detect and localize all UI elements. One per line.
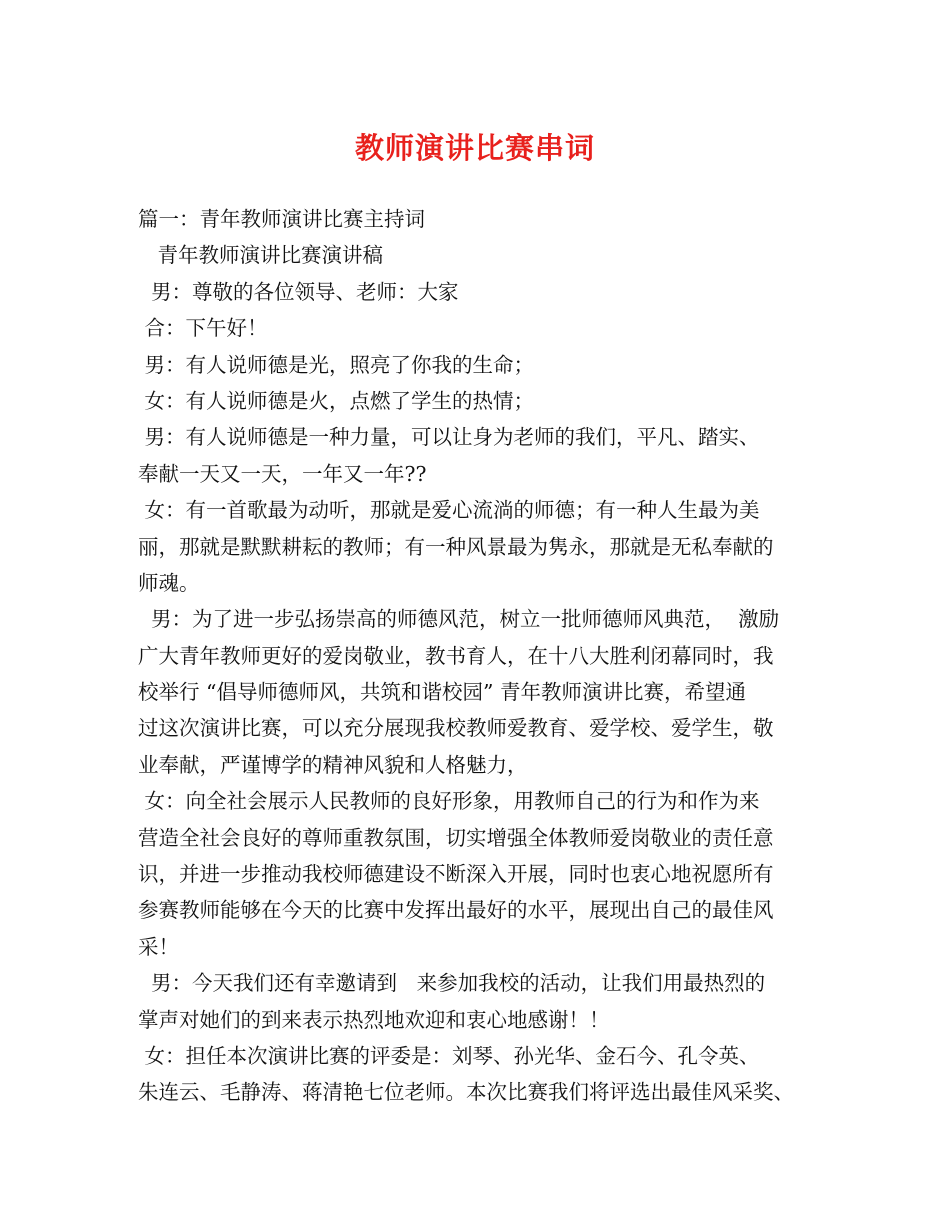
body-line: 采！ [138, 934, 179, 959]
body-line: 业奉献，严谨博学的精神风貌和人格魅力， [138, 752, 528, 777]
body-line: 女：有一首歌最为动听，那就是爱心流淌的师德；有一种人生最为美 [138, 498, 760, 523]
body-line: 朱连云、毛静涛、蒋清艳七位老师。本次比赛我们将评选出最佳风采奖、 [138, 1080, 794, 1105]
body-line: 参赛教师能够在今天的比赛中发挥出最好的水平，展现出自己的最佳风 [138, 898, 774, 923]
body-line: 识，并进一步推动我校师德建设不断深入开展，同时也衷心地祝愿所有 [138, 862, 774, 887]
body-line: 丽，那就是默默耕耘的教师；有一种风景最为隽永，那就是无私奉献的 [138, 534, 774, 559]
body-line: 营造全社会良好的尊师重教氛围，切实增强全体教师爱岗敬业的责任意 [138, 825, 774, 850]
body-line: 女：向全社会展示人民教师的良好形象，用教师自己的行为和作为来 [138, 789, 760, 814]
body-line: 合：下午好！ [138, 316, 268, 341]
body-line: 女：担任本次演讲比赛的评委是：刘琴、孙光华、金石今、孔令英、 [138, 1043, 760, 1068]
body-line: 校举行 “倡导师德师风，共筑和谐校园” 青年教师演讲比赛，希望通 [138, 680, 746, 705]
body-line: 男：尊敬的各位领导、老师：大家 [138, 279, 459, 304]
body-line: 男：今天我们还有幸邀请到 来参加我校的活动，让我们用最热烈的 [138, 971, 766, 996]
body-line: 师魂。 [138, 570, 200, 595]
body-line: 男：有人说师德是一种力量，可以让身为老师的我们，平凡、踏实、 [138, 425, 760, 450]
body-line: 掌声对她们的到来表示热烈地欢迎和衷心地感谢！！ [138, 1007, 610, 1032]
body-line: 青年教师演讲比赛演讲稿 [138, 243, 384, 268]
body-line: 过这次演讲比赛，可以充分展现我校教师爱教育、爱学校、爱学生，敬 [138, 716, 774, 741]
document-title: 教师演讲比赛串词 [354, 131, 595, 165]
body-line: 男：为了进一步弘扬崇高的师德风范，树立一批师德师风典范， 激励 [138, 607, 780, 632]
body-line: 奉献一天又一天，一年又一年?? [138, 461, 427, 486]
body-line: 男：有人说师德是光，照亮了你我的生命； [138, 352, 535, 377]
body-line: 女：有人说师德是火，点燃了学生的热情； [138, 388, 535, 413]
body-line: 广大青年教师更好的爱岗敬业，教书育人，在十八大胜利闭幕同时，我 [138, 643, 774, 668]
body-line: 篇一：青年教师演讲比赛主持词 [138, 207, 425, 231]
document-body [138, 201, 828, 1111]
